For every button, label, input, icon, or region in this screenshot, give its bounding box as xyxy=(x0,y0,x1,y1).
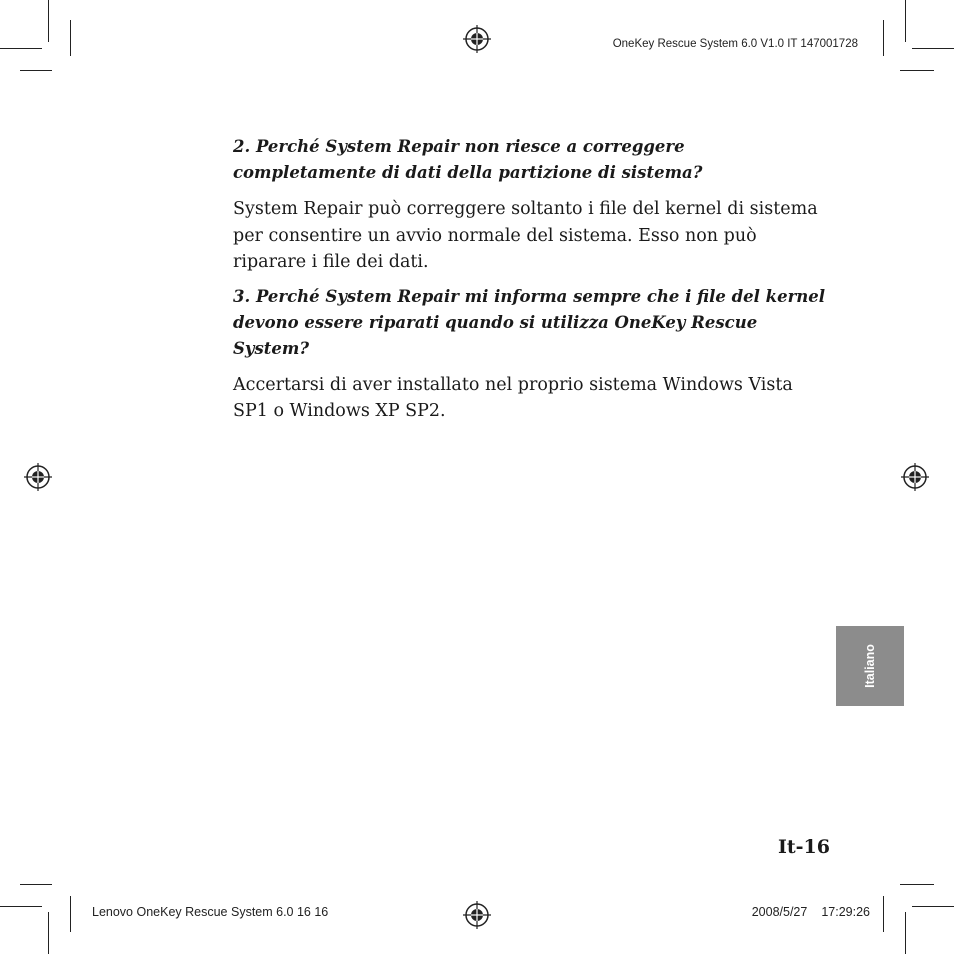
footer-file-info: Lenovo OneKey Rescue System 6.0 16 16 xyxy=(92,905,329,919)
faq-content xyxy=(233,134,833,433)
crop-mark-bottom-right-horizontal xyxy=(900,884,934,885)
crop-mark-top-left-horizontal-outer xyxy=(20,70,52,71)
faq-question-3: 3. Perché System Repair mi informa sempre che i file del kernel devono essere riparati quando si utilizza OneKey Rescue System? xyxy=(233,286,826,358)
crop-mark-top-right-horizontal-outer xyxy=(900,70,934,71)
crop-mark-bottom-left-vertical-inner xyxy=(70,896,71,932)
crop-mark-bottom-right-horizontal-outer xyxy=(912,906,954,907)
registration-mark-icon xyxy=(24,463,52,491)
crop-mark-bottom-left-horizontal-outer xyxy=(0,906,42,907)
footer-date: 2008/5/27 xyxy=(751,905,808,919)
crop-mark-top-left-vertical xyxy=(48,0,49,42)
registration-mark-icon xyxy=(901,463,929,491)
crop-mark-bottom-left-vertical xyxy=(48,912,49,954)
footer-time: 17:29:26 xyxy=(821,905,870,919)
crop-mark-top-right-vertical xyxy=(905,0,906,42)
crop-mark-bottom-left-horizontal xyxy=(20,884,52,885)
faq-answer-2: System Repair può correggere soltanto i file del kernel di sistema per consentire un avvio normale del sistema. Esso non può riparare i file dei dati. xyxy=(233,199,818,272)
crop-mark-top-left-vertical-inner xyxy=(70,20,71,56)
faq-question-2: 2. Perché System Repair non riesce a correggere completamente di dati della partizione di sistema? xyxy=(233,137,703,182)
registration-mark-icon xyxy=(463,901,491,929)
language-tab-label: Italiano xyxy=(863,644,877,688)
crop-mark-top-right-vertical-inner xyxy=(883,20,884,56)
page-number: It-16 xyxy=(778,836,830,858)
faq-answer-3: Accertarsi di aver installato nel proprio sistema Windows Vista SP1 o Windows XP SP2. xyxy=(233,374,793,421)
registration-mark-icon xyxy=(463,25,491,53)
language-tab xyxy=(836,626,904,706)
crop-mark-top-left-horizontal xyxy=(0,48,42,49)
crop-mark-bottom-right-vertical xyxy=(905,912,906,954)
header-doc-code: OneKey Rescue System 6.0 V1.0 IT 147001728 xyxy=(612,38,858,50)
crop-mark-bottom-right-vertical-inner xyxy=(883,896,884,932)
footer-timestamp xyxy=(752,905,870,919)
crop-mark-top-right-horizontal xyxy=(912,48,954,49)
